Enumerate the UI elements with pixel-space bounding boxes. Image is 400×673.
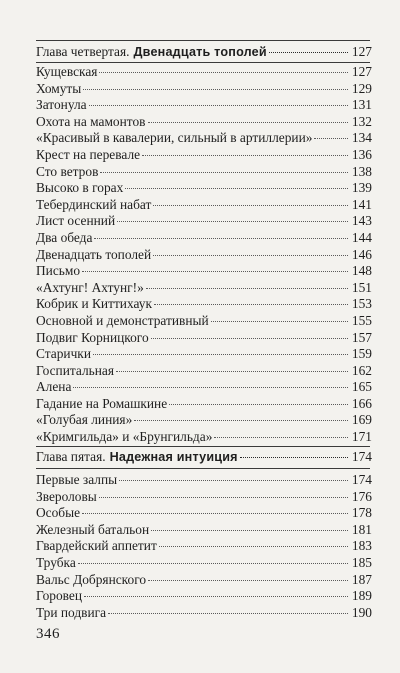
entry-title: Основной и демонстративный bbox=[36, 312, 209, 328]
toc-entry bbox=[36, 572, 372, 589]
entry-title: Сто ветров bbox=[36, 163, 99, 179]
entry-page: 171 bbox=[351, 429, 372, 445]
leader-dots bbox=[89, 105, 348, 106]
entry-page: 157 bbox=[351, 329, 372, 345]
entry-page: 141 bbox=[351, 196, 372, 212]
toc-entry bbox=[36, 213, 372, 230]
toc-entry bbox=[36, 130, 372, 147]
entry-title: Железный батальон bbox=[36, 521, 150, 537]
entry-page: 183 bbox=[351, 538, 372, 554]
entry-list bbox=[36, 64, 372, 446]
entry-page: 134 bbox=[351, 130, 372, 146]
toc-entry bbox=[36, 313, 372, 330]
toc-entry bbox=[36, 429, 372, 446]
leader-dots bbox=[159, 546, 348, 547]
entry-page: 131 bbox=[351, 97, 372, 113]
leader-dots bbox=[153, 205, 348, 206]
entry-page: 169 bbox=[351, 412, 372, 428]
toc-entry bbox=[36, 164, 372, 181]
toc-entry bbox=[36, 114, 372, 131]
entry-title: Кобрик и Киттихаук bbox=[36, 296, 152, 312]
chapter-page: 127 bbox=[351, 44, 372, 59]
entry-page: 138 bbox=[351, 163, 372, 179]
toc-entry bbox=[36, 346, 372, 363]
entry-page: 139 bbox=[351, 180, 372, 196]
leader-dots bbox=[269, 52, 348, 53]
entry-page: 190 bbox=[351, 604, 372, 620]
entry-title: Подвиг Корницкого bbox=[36, 329, 149, 345]
leader-dots bbox=[146, 288, 348, 289]
entry-title: Старички bbox=[36, 346, 91, 362]
leader-dots bbox=[134, 420, 348, 421]
toc-entry bbox=[36, 296, 372, 313]
leader-dots bbox=[119, 480, 348, 481]
toc-entry bbox=[36, 522, 372, 539]
toc-entry bbox=[36, 605, 372, 622]
chapter-label: Глава пятая. bbox=[36, 449, 106, 464]
entry-page: 166 bbox=[351, 395, 372, 411]
entry-title: Госпитальная bbox=[36, 362, 115, 378]
entry-page: 132 bbox=[351, 113, 372, 129]
entry-title: Первые залпы bbox=[36, 472, 118, 487]
toc-entry bbox=[36, 379, 372, 396]
entry-title: Письмо bbox=[36, 263, 81, 279]
leader-dots bbox=[153, 255, 348, 256]
toc-entry bbox=[36, 472, 372, 489]
entry-title: Затонула bbox=[36, 97, 87, 113]
entry-title: «Ахтунг! Ахтунг!» bbox=[36, 279, 144, 295]
leader-dots bbox=[148, 122, 349, 123]
chapter-heading bbox=[36, 42, 372, 61]
entry-page: 187 bbox=[351, 571, 372, 587]
toc-entry bbox=[36, 230, 372, 247]
chapter-heading bbox=[36, 447, 372, 466]
chapter-title: Двенадцать тополей bbox=[133, 45, 267, 59]
entry-title: Гвардейский аппетит bbox=[36, 538, 157, 554]
leader-dots bbox=[116, 371, 348, 372]
toc-entry bbox=[36, 330, 372, 347]
entry-page: 165 bbox=[351, 379, 372, 395]
entry-title: Трубка bbox=[36, 554, 76, 570]
leader-dots bbox=[214, 437, 348, 438]
chapter-block bbox=[36, 447, 372, 466]
leader-dots bbox=[240, 457, 348, 458]
entry-page: 185 bbox=[351, 554, 372, 570]
leader-dots bbox=[142, 155, 348, 156]
entry-title: Три подвига bbox=[36, 604, 107, 620]
entry-title: «Голубая линия» bbox=[36, 412, 133, 428]
entry-page: 189 bbox=[351, 588, 372, 604]
entry-title: Крест на перевале bbox=[36, 146, 141, 162]
chapter-label: Глава четвертая. bbox=[36, 44, 130, 59]
entry-title: «Кримгильда» и «Брунгильда» bbox=[36, 429, 213, 445]
leader-dots bbox=[82, 271, 348, 272]
toc-entry bbox=[36, 180, 372, 197]
chapter-divider bbox=[36, 62, 370, 63]
leader-dots bbox=[169, 404, 348, 405]
leader-dots bbox=[148, 580, 348, 581]
entry-page: 129 bbox=[351, 80, 372, 96]
chapter-divider bbox=[36, 468, 370, 469]
toc-entry bbox=[36, 555, 372, 572]
leader-dots bbox=[108, 613, 348, 614]
leader-dots bbox=[100, 172, 348, 173]
toc-entry bbox=[36, 247, 372, 264]
toc-entry bbox=[36, 280, 372, 297]
entry-page: 148 bbox=[351, 263, 372, 279]
leader-dots bbox=[82, 513, 348, 514]
entry-page: 176 bbox=[351, 488, 372, 504]
leader-dots bbox=[84, 596, 348, 597]
leader-dots bbox=[94, 238, 348, 239]
entry-page: 174 bbox=[351, 472, 372, 487]
entry-title: Высоко в горах bbox=[36, 180, 124, 196]
entry-page: 162 bbox=[351, 362, 372, 378]
toc-entry bbox=[36, 396, 372, 413]
leader-dots bbox=[154, 304, 348, 305]
entry-title: Лист осенний bbox=[36, 213, 116, 229]
entry-page: 151 bbox=[351, 279, 372, 295]
toc-entry bbox=[36, 412, 372, 429]
leader-dots bbox=[99, 497, 348, 498]
entry-page: 146 bbox=[351, 246, 372, 262]
leader-dots bbox=[99, 72, 348, 73]
entry-page: 136 bbox=[351, 146, 372, 162]
entry-title: Алена bbox=[36, 379, 72, 395]
leader-dots bbox=[151, 530, 348, 531]
toc-entry bbox=[36, 263, 372, 280]
entry-title: Горовец bbox=[36, 588, 83, 604]
entry-page: 178 bbox=[351, 505, 372, 521]
chapter-divider bbox=[36, 40, 370, 41]
toc-entry bbox=[36, 97, 372, 114]
chapter-page: 174 bbox=[351, 449, 372, 464]
leader-dots bbox=[83, 89, 348, 90]
entry-page: 143 bbox=[351, 213, 372, 229]
leader-dots bbox=[211, 321, 348, 322]
toc-entry bbox=[36, 147, 372, 164]
entry-title: Кущевская bbox=[36, 64, 98, 79]
leader-dots bbox=[78, 563, 348, 564]
leader-dots bbox=[314, 138, 348, 139]
entry-title: Охота на мамонтов bbox=[36, 113, 146, 129]
page-number: 346 bbox=[36, 626, 60, 642]
entry-title: Двенадцать тополей bbox=[36, 246, 152, 262]
leader-dots bbox=[93, 354, 348, 355]
entry-page: 155 bbox=[351, 312, 372, 328]
leader-dots bbox=[73, 387, 348, 388]
leader-dots bbox=[151, 338, 348, 339]
entry-page: 127 bbox=[351, 64, 372, 79]
entry-list bbox=[36, 472, 372, 621]
toc-entry bbox=[36, 81, 372, 98]
leader-dots bbox=[117, 221, 348, 222]
entry-title: Гадание на Ромашкине bbox=[36, 395, 168, 411]
entry-page: 181 bbox=[351, 521, 372, 537]
entry-title: Особые bbox=[36, 505, 81, 521]
entry-page: 159 bbox=[351, 346, 372, 362]
toc-entry bbox=[36, 505, 372, 522]
toc-entry bbox=[36, 538, 372, 555]
entry-page: 153 bbox=[351, 296, 372, 312]
toc-entry bbox=[36, 363, 372, 380]
toc-entry bbox=[36, 588, 372, 605]
entry-title: Тебердинский набат bbox=[36, 196, 152, 212]
entry-title: Вальс Добрянского bbox=[36, 571, 147, 587]
toc-entry bbox=[36, 197, 372, 214]
entry-title: Звероловы bbox=[36, 488, 97, 504]
entry-title: Два обеда bbox=[36, 229, 93, 245]
entry-title: «Красивый в кавалерии, сильный в артиллерии» bbox=[36, 130, 313, 146]
leader-dots bbox=[125, 188, 348, 189]
entry-page: 144 bbox=[351, 229, 372, 245]
toc-entry bbox=[36, 489, 372, 506]
chapter-block bbox=[36, 42, 372, 61]
toc-entry bbox=[36, 64, 372, 81]
chapter-title: Надежная интуиция bbox=[109, 450, 238, 464]
entry-title: Хомуты bbox=[36, 80, 82, 96]
